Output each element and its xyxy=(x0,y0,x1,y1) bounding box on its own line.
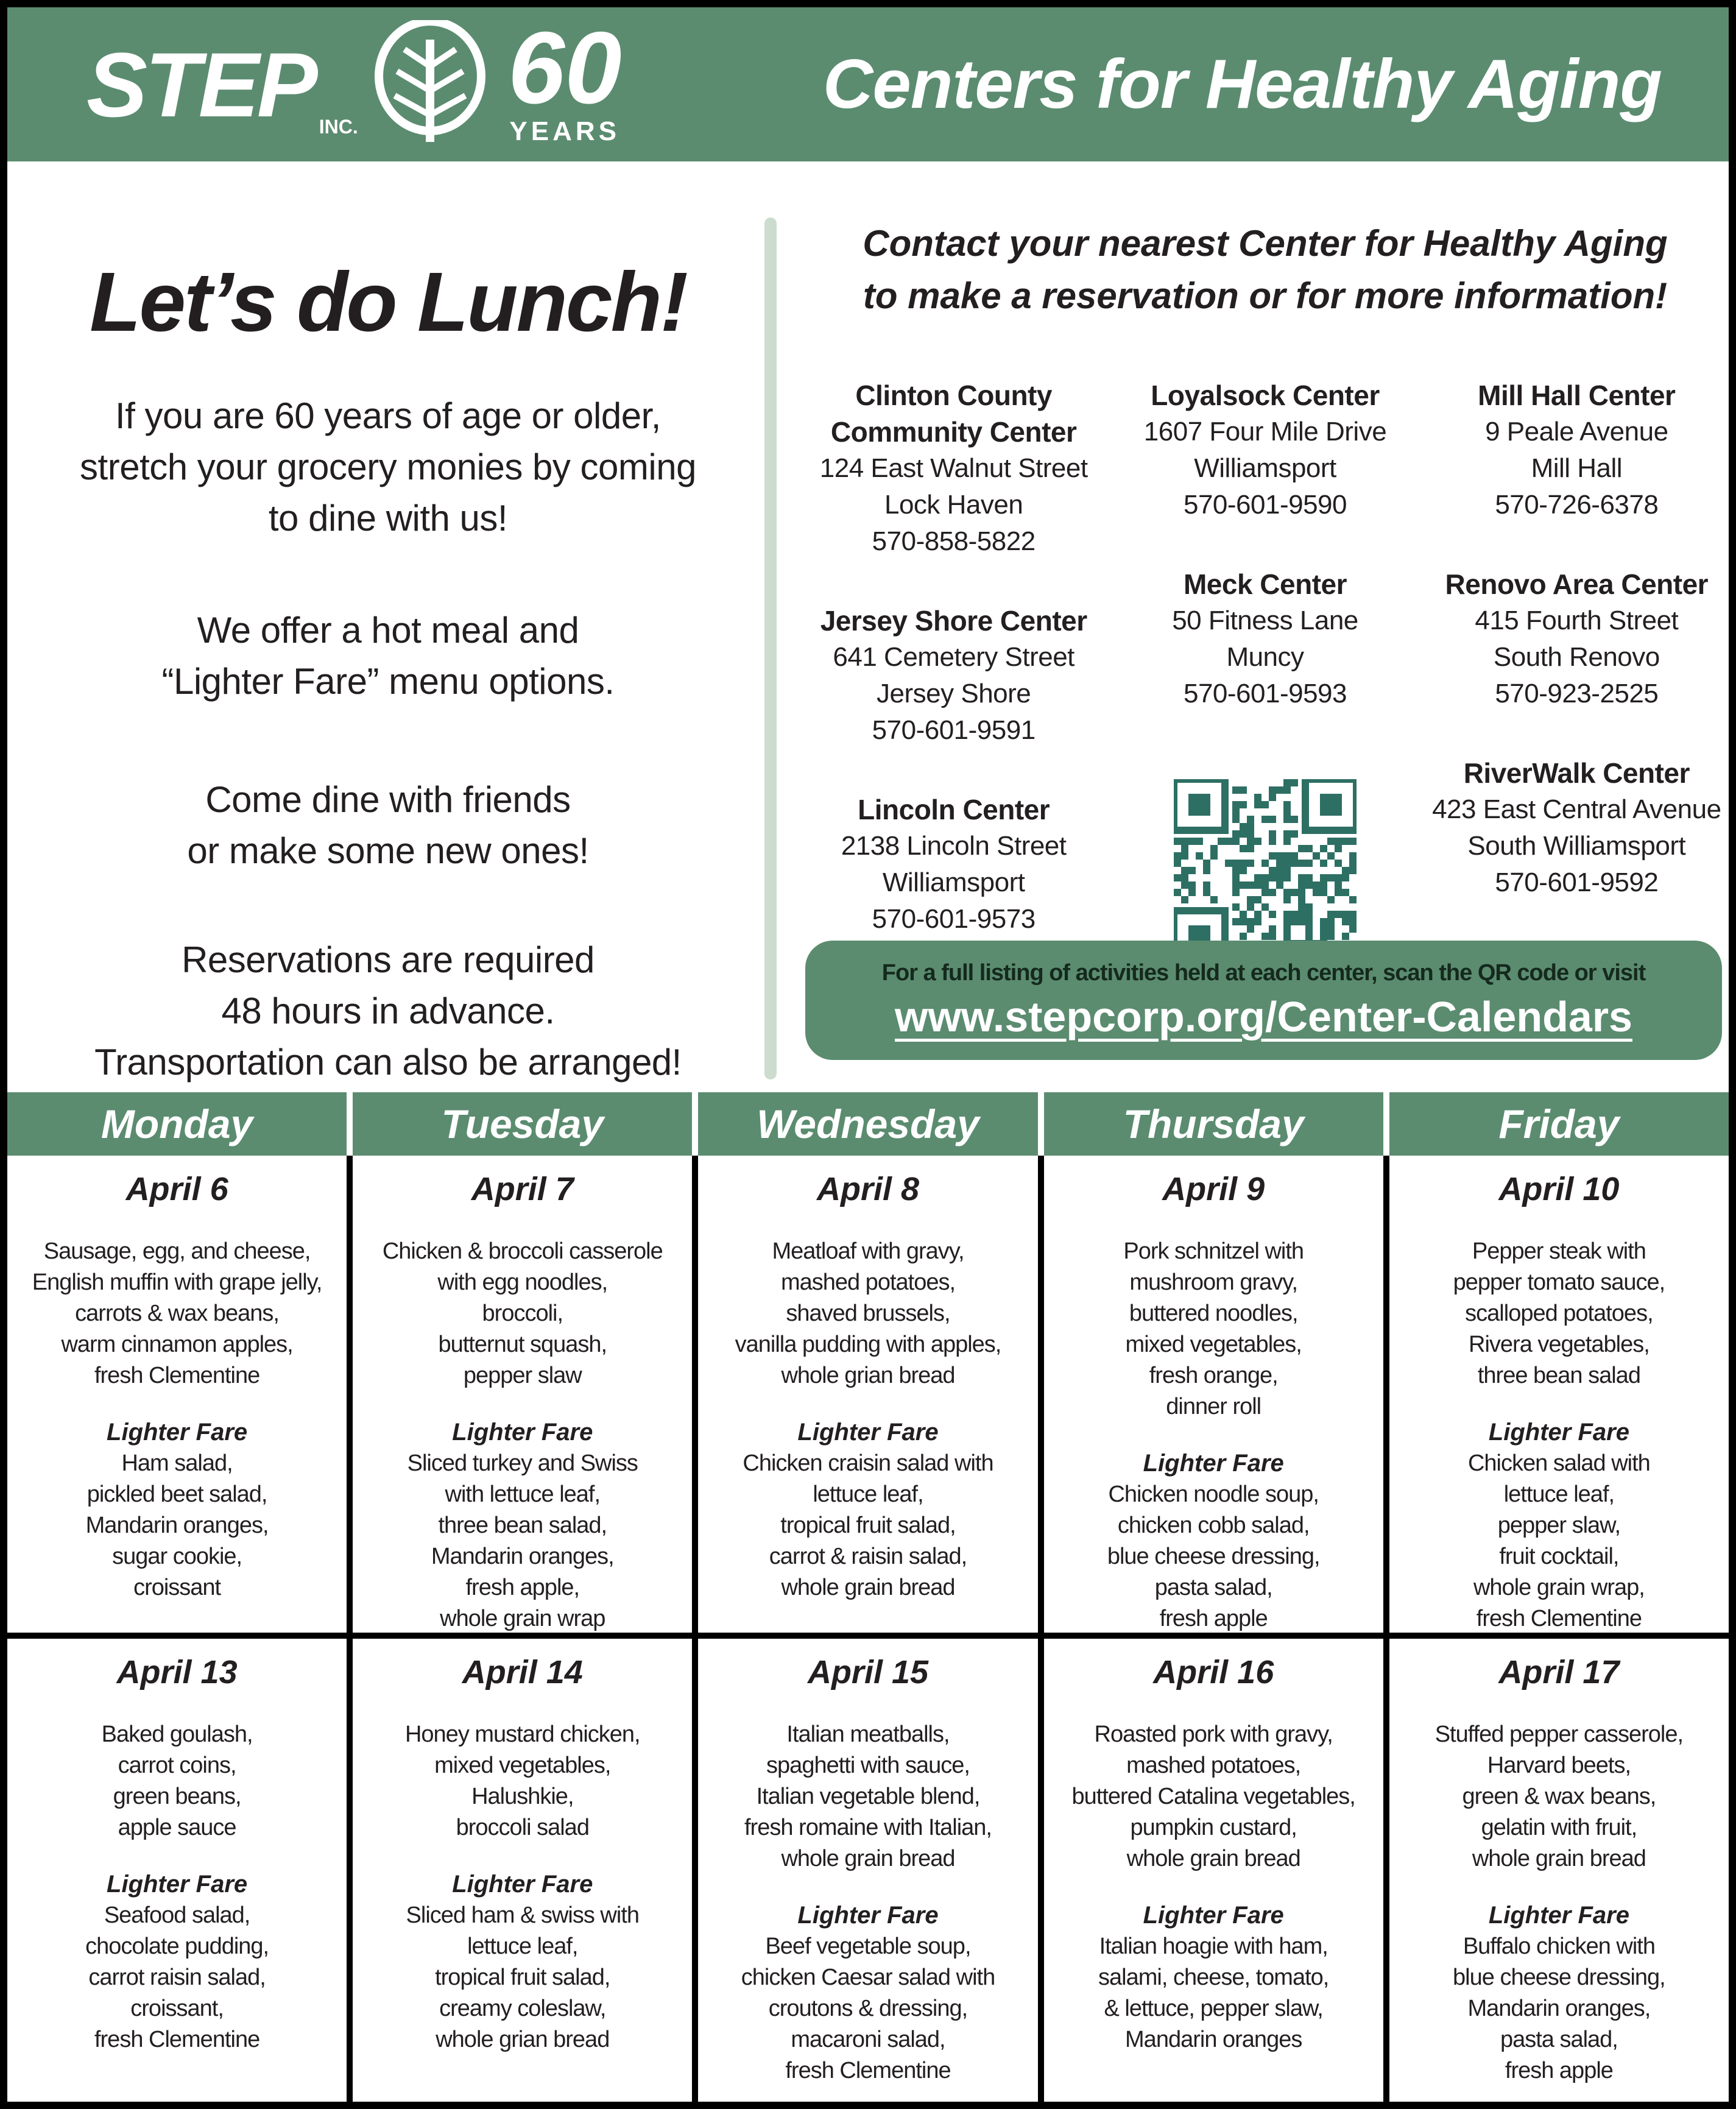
meal-block xyxy=(1389,1236,1729,1391)
banner-text: For a full listing of activities held at each center, scan the QR code or visit xyxy=(881,960,1646,986)
activities-banner xyxy=(805,941,1722,1060)
menu-date: April 15 xyxy=(807,1654,929,1690)
meal-line: green & wax beans, xyxy=(1462,1784,1656,1809)
center-name: Clinton County xyxy=(855,380,1052,411)
lighter-fare-line: Mandarin oranges, xyxy=(1467,1996,1651,2021)
menu-cell xyxy=(1389,1156,1729,1633)
meal-line: pepper slaw xyxy=(463,1363,582,1388)
meal-line: Stuffed pepper casserole, xyxy=(1434,1722,1684,1747)
center-address-line: 50 Fitness Lane xyxy=(1172,606,1358,635)
center-address-line: 570-726-6378 xyxy=(1495,490,1659,520)
lighter-fare-line: croissant xyxy=(133,1575,221,1600)
meal-line: whole grain bread xyxy=(1126,1846,1300,1871)
lighter-fare-line: Chicken craisin salad with xyxy=(743,1450,993,1476)
meal-line: carrots & wax beans, xyxy=(75,1301,279,1326)
lighter-fare-line: fresh apple, xyxy=(465,1575,580,1600)
menu-date: April 14 xyxy=(462,1654,583,1690)
lighter-fare-block xyxy=(698,1931,1037,2086)
lighter-fare-line: salami, cheese, tomato, xyxy=(1098,1965,1329,1990)
meal-line: buttered Catalina vegetables, xyxy=(1071,1784,1355,1809)
meal-line: scalloped potatoes, xyxy=(1465,1301,1653,1326)
meal-line: Chicken & broccoli casserole xyxy=(382,1238,663,1264)
menu-date: April 9 xyxy=(1162,1171,1265,1207)
meal-line: warm cinnamon apples, xyxy=(61,1332,293,1357)
lighter-fare-line: chocolate pudding, xyxy=(85,1934,269,1959)
lighter-fare-line: Beef vegetable soup, xyxy=(765,1934,971,1959)
menu-cell xyxy=(698,1639,1037,2102)
sixty-years-logo xyxy=(507,10,622,147)
lighter-fare-line: fresh Clementine xyxy=(1476,1606,1642,1631)
meal-line: Italian vegetable blend, xyxy=(756,1784,980,1809)
lighter-fare-line: pasta salad, xyxy=(1500,2027,1618,2052)
center-name: Jersey Shore Center xyxy=(820,605,1087,637)
meal-line: pepper tomato sauce, xyxy=(1453,1270,1665,1295)
lighter-fare-label: Lighter Fare xyxy=(1488,1902,1629,1929)
center-address-line: 2138 Lincoln Street xyxy=(841,831,1067,861)
top-banner xyxy=(7,7,1729,161)
intro-line: or make some new ones! xyxy=(187,830,589,871)
sixty-number: 60 xyxy=(507,10,622,125)
menu-date: April 16 xyxy=(1153,1654,1274,1690)
contact-column xyxy=(805,377,1102,962)
lighter-fare-line: with lettuce leaf, xyxy=(445,1482,601,1507)
center-address-line: South Renovo xyxy=(1493,642,1660,672)
day-header-tuesday: Tuesday xyxy=(353,1092,692,1156)
qr-code xyxy=(1174,779,1357,962)
lighter-fare-block xyxy=(1389,1448,1729,1633)
lighter-fare-line: Ham salad, xyxy=(121,1450,233,1476)
intro-section xyxy=(32,169,744,1088)
meal-line: Halushkie, xyxy=(471,1784,574,1809)
day-header-thursday: Thursday xyxy=(1044,1092,1383,1156)
lighter-fare-label: Lighter Fare xyxy=(1143,1450,1284,1477)
center-name: Loyalsock Center xyxy=(1151,380,1380,411)
center-address-line: 570-601-9591 xyxy=(872,715,1036,745)
meal-line: Honey mustard chicken, xyxy=(404,1722,640,1747)
menu-date: April 10 xyxy=(1498,1171,1620,1207)
lighter-fare-line: lettuce leaf, xyxy=(813,1482,923,1507)
meal-line: butternut squash, xyxy=(438,1332,607,1357)
meal-line: green beans, xyxy=(113,1784,241,1809)
lighter-fare-block xyxy=(7,1448,347,1603)
lighter-fare-label: Lighter Fare xyxy=(1143,1902,1284,1929)
center-address-line: Mill Hall xyxy=(1531,453,1623,483)
contact-columns xyxy=(805,377,1725,962)
center-address-line: 570-601-9590 xyxy=(1183,490,1347,520)
meal-block xyxy=(7,1719,347,1843)
contact-heading xyxy=(805,217,1725,322)
meal-line: vanilla pudding with apples, xyxy=(735,1332,1001,1357)
lets-do-lunch-heading: Let’s do Lunch! xyxy=(90,255,686,349)
center-address-line: Lock Haven xyxy=(884,490,1023,520)
center-info xyxy=(1428,755,1725,901)
meal-line: broccoli salad xyxy=(456,1815,589,1840)
lighter-fare-line: pickled beet salad, xyxy=(86,1482,267,1507)
meal-line: Italian meatballs, xyxy=(786,1722,950,1747)
meal-line: English muffin with grape jelly, xyxy=(32,1270,322,1295)
meal-line: with egg noodles, xyxy=(437,1270,608,1295)
contact-heading-line1: Contact your nearest Center for Healthy Aging xyxy=(863,223,1668,264)
meal-line: fresh orange, xyxy=(1149,1363,1278,1388)
lighter-fare-line: pasta salad, xyxy=(1154,1575,1272,1600)
meal-line: mashed potatoes, xyxy=(1126,1753,1301,1778)
lighter-fare-label: Lighter Fare xyxy=(452,1419,593,1446)
lighter-fare-label: Lighter Fare xyxy=(797,1902,939,1929)
lighter-fare-line: Buffalo chicken with xyxy=(1463,1934,1655,1959)
lighter-fare-line: tropical fruit salad, xyxy=(780,1513,956,1538)
center-name: Meck Center xyxy=(1183,568,1347,600)
lighter-fare-line: fresh apple xyxy=(1159,1606,1268,1631)
meal-line: Baked goulash, xyxy=(101,1722,253,1747)
menu-cell xyxy=(7,1639,347,2102)
meal-block xyxy=(698,1236,1037,1391)
lighter-fare-line: blue cheese dressing, xyxy=(1107,1544,1320,1569)
center-address-line: 415 Fourth Street xyxy=(1475,606,1679,635)
menu-cell xyxy=(7,1156,347,1633)
meal-line: Roasted pork with gravy, xyxy=(1094,1722,1333,1747)
center-name: Renovo Area Center xyxy=(1445,568,1709,600)
meal-line: whole grain bread xyxy=(781,1846,955,1871)
center-info xyxy=(805,602,1102,749)
center-info xyxy=(1428,566,1725,712)
lighter-fare-line: croissant, xyxy=(130,1996,224,2021)
intro-paragraph xyxy=(32,605,744,707)
menu-date: April 13 xyxy=(116,1654,238,1690)
lighter-fare-line: carrot raisin salad, xyxy=(88,1965,266,1990)
lighter-fare-line: fruit cocktail, xyxy=(1499,1544,1619,1569)
calendar-url-link[interactable]: www.stepcorp.org/Center-Calendars xyxy=(895,993,1632,1040)
menu-cell xyxy=(353,1156,692,1633)
intro-line: stretch your grocery monies by coming xyxy=(80,447,696,487)
meal-line: mushroom gravy, xyxy=(1129,1270,1298,1295)
day-header-friday: Friday xyxy=(1389,1092,1729,1156)
intro-line: Reservations are required xyxy=(182,939,595,980)
lighter-fare-line: whole grian bread xyxy=(436,2027,610,2052)
lighter-fare-line: lettuce leaf, xyxy=(1503,1482,1615,1507)
center-address-line: 570-601-9573 xyxy=(872,904,1036,934)
lighter-fare-line: & lettuce, pepper slaw, xyxy=(1104,1996,1323,2021)
meal-line: spaghetti with sauce, xyxy=(766,1753,970,1778)
lighter-fare-line: blue cheese dressing, xyxy=(1453,1965,1665,1990)
center-address-line: 570-858-5822 xyxy=(872,526,1036,556)
lighter-fare-line: Italian hoagie with ham, xyxy=(1099,1934,1328,1959)
center-address-line: Williamsport xyxy=(882,867,1025,897)
meal-line: Meatloaf with gravy, xyxy=(772,1238,964,1264)
center-name: Community Center xyxy=(830,416,1077,448)
menu-cell xyxy=(353,1639,692,2102)
lighter-fare-block xyxy=(1389,1931,1729,2086)
lighter-fare-block xyxy=(698,1448,1037,1603)
menu-date: April 17 xyxy=(1498,1654,1620,1690)
meal-line: pumpkin custard, xyxy=(1130,1815,1297,1840)
lighter-fare-line: whole grain wrap xyxy=(440,1606,605,1631)
intro-line: Transportation can also be arranged! xyxy=(94,1042,682,1083)
lighter-fare-label: Lighter Fare xyxy=(452,1871,593,1898)
intro-line: We offer a hot meal and xyxy=(197,610,579,651)
meal-line: mixed vegetables, xyxy=(434,1753,611,1778)
lighter-fare-line: chicken cobb salad, xyxy=(1117,1513,1310,1538)
center-info xyxy=(1117,566,1413,712)
tree-icon xyxy=(373,20,489,149)
lighter-fare-line: creamy coleslaw, xyxy=(439,1996,606,2021)
center-info xyxy=(805,791,1102,938)
step-inc-label: INC. xyxy=(319,115,358,138)
meal-line: carrot coins, xyxy=(118,1753,236,1778)
contact-section xyxy=(805,217,1725,962)
lighter-fare-line: Sliced ham & swiss with xyxy=(406,1902,640,1928)
meal-line: shaved brussels, xyxy=(786,1301,950,1326)
lighter-fare-block xyxy=(7,1900,347,2055)
meal-block xyxy=(698,1719,1037,1874)
center-address-line: Muncy xyxy=(1226,642,1304,672)
center-address-line: 570-923-2525 xyxy=(1495,679,1659,708)
intro-line: 48 hours in advance. xyxy=(221,991,555,1031)
lighter-fare-label: Lighter Fare xyxy=(797,1419,939,1446)
intro-paragraphs xyxy=(32,390,744,1088)
meal-line: buttered noodles, xyxy=(1129,1301,1298,1326)
center-name: Lincoln Center xyxy=(858,794,1050,825)
center-info xyxy=(805,377,1102,560)
lighter-fare-label: Lighter Fare xyxy=(107,1419,248,1446)
meal-line: apple sauce xyxy=(118,1815,236,1840)
page-title: Centers for Healthy Aging xyxy=(823,46,1662,123)
lighter-fare-line: Chicken noodle soup, xyxy=(1108,1482,1319,1507)
center-address-line: South Williamsport xyxy=(1467,831,1686,861)
day-header-wednesday: Wednesday xyxy=(698,1092,1037,1156)
contact-heading-line2: to make a reservation or for more information! xyxy=(863,275,1668,316)
lighter-fare-block xyxy=(1044,1479,1383,1633)
meal-block xyxy=(1389,1719,1729,1874)
meal-line: whole grain bread xyxy=(1472,1846,1646,1871)
meal-line: Pork schnitzel with xyxy=(1123,1238,1304,1264)
meal-line: mixed vegetables, xyxy=(1125,1332,1302,1357)
center-address-line: 9 Peale Avenue xyxy=(1485,417,1668,447)
meal-line: fresh romaine with Italian, xyxy=(744,1815,992,1840)
meal-line: three bean salad xyxy=(1477,1363,1640,1388)
meal-block xyxy=(7,1236,347,1391)
calendar-week-1 xyxy=(7,1156,1729,1633)
lighter-fare-line: lettuce leaf, xyxy=(467,1934,578,1959)
meal-block xyxy=(1044,1236,1383,1422)
intro-paragraph xyxy=(32,390,744,544)
meal-line: whole grian bread xyxy=(781,1363,955,1388)
center-address-line: 641 Cemetery Street xyxy=(833,642,1074,672)
meal-block xyxy=(353,1236,692,1391)
menu-calendar xyxy=(7,1092,1729,2102)
lighter-fare-line: Mandarin oranges, xyxy=(85,1513,269,1538)
meal-line: Pepper steak with xyxy=(1472,1238,1646,1264)
section-divider xyxy=(764,217,777,1079)
contact-column xyxy=(1428,377,1725,962)
center-address-line: 1607 Four Mile Drive xyxy=(1143,417,1387,447)
meal-block xyxy=(1044,1719,1383,1874)
center-address-line: Jersey Shore xyxy=(877,679,1031,708)
lighter-fare-line: fresh Clementine xyxy=(785,2058,951,2083)
center-name: Mill Hall Center xyxy=(1478,380,1676,411)
calendar-week-2 xyxy=(7,1639,1729,2102)
lighter-fare-block xyxy=(1044,1931,1383,2055)
meal-block xyxy=(353,1719,692,1843)
center-info xyxy=(1117,377,1413,523)
lighter-fare-block xyxy=(353,1448,692,1633)
lighter-fare-line: fresh apple xyxy=(1505,2058,1613,2083)
meal-line: fresh Clementine xyxy=(94,1363,260,1388)
lighter-fare-line: tropical fruit salad, xyxy=(435,1965,610,1990)
meal-line: Rivera vegetables, xyxy=(1469,1332,1650,1357)
lighter-fare-line: Mandarin oranges, xyxy=(431,1544,614,1569)
step-logo-text: STEP xyxy=(86,33,316,136)
meal-line: Sausage, egg, and cheese, xyxy=(43,1238,311,1264)
step-logo xyxy=(86,10,622,149)
intro-line: Come dine with friends xyxy=(205,779,571,820)
menu-date: April 8 xyxy=(816,1171,920,1207)
menu-cell xyxy=(698,1156,1037,1633)
center-address-line: 570-601-9593 xyxy=(1183,679,1347,708)
years-label: YEARS xyxy=(509,116,621,147)
qr-code-icon xyxy=(1174,779,1357,962)
center-address-line: 570-601-9592 xyxy=(1495,867,1659,897)
intro-paragraph xyxy=(32,774,744,877)
meal-line: mashed potatoes, xyxy=(780,1270,956,1295)
meal-line: Harvard beets, xyxy=(1487,1753,1631,1778)
lighter-fare-label: Lighter Fare xyxy=(1488,1419,1629,1446)
lighter-fare-line: Sliced turkey and Swiss xyxy=(407,1450,638,1476)
center-name: RiverWalk Center xyxy=(1463,757,1690,789)
lighter-fare-line: croutons & dressing, xyxy=(768,1996,968,2021)
lighter-fare-line: fresh Clementine xyxy=(94,2027,260,2052)
lighter-fare-line: whole grain bread xyxy=(781,1575,955,1600)
center-info xyxy=(1428,377,1725,523)
contact-column xyxy=(1117,377,1413,962)
intro-line: to dine with us! xyxy=(268,498,508,539)
lighter-fare-block xyxy=(353,1900,692,2055)
lighter-fare-line: carrot & raisin salad, xyxy=(769,1544,967,1569)
day-header-monday: Monday xyxy=(7,1092,347,1156)
lighter-fare-line: three bean salad, xyxy=(438,1513,607,1538)
intro-paragraph xyxy=(32,934,744,1088)
center-address-line: 423 East Central Avenue xyxy=(1432,794,1721,824)
center-address-line: 124 East Walnut Street xyxy=(819,453,1088,483)
menu-date: April 7 xyxy=(471,1171,574,1207)
center-address-line: Williamsport xyxy=(1194,453,1336,483)
meal-line: gelatin with fruit, xyxy=(1481,1815,1637,1840)
lighter-fare-line: Chicken salad with xyxy=(1467,1450,1650,1476)
lighter-fare-line: chicken Caesar salad with xyxy=(741,1965,995,1990)
intro-line: “Lighter Fare” menu options. xyxy=(161,661,615,702)
lighter-fare-line: macaroni salad, xyxy=(791,2027,945,2052)
lighter-fare-line: Seafood salad, xyxy=(104,1902,250,1928)
menu-date: April 6 xyxy=(125,1171,228,1207)
meal-line: broccoli, xyxy=(482,1301,563,1326)
lighter-fare-label: Lighter Fare xyxy=(107,1871,248,1898)
calendar-header xyxy=(7,1092,1729,1156)
lighter-fare-line: Mandarin oranges xyxy=(1125,2027,1302,2052)
menu-cell xyxy=(1389,1639,1729,2102)
menu-cell xyxy=(1044,1639,1383,2102)
lighter-fare-line: pepper slaw, xyxy=(1497,1513,1621,1538)
lighter-fare-line: whole grain wrap, xyxy=(1473,1575,1645,1600)
intro-line: If you are 60 years of age or older, xyxy=(115,395,661,436)
meal-line: dinner roll xyxy=(1166,1394,1261,1419)
menu-cell xyxy=(1044,1156,1383,1633)
lighter-fare-line: sugar cookie, xyxy=(112,1544,242,1569)
calendar-body xyxy=(7,1156,1729,2102)
